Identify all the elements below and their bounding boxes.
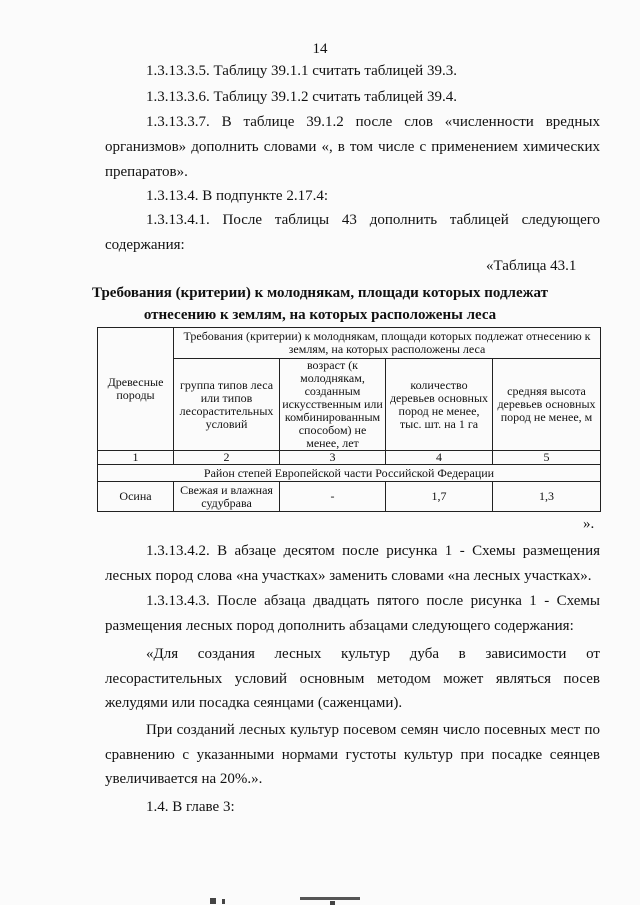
- header-forest-type: группа типов леса или типов лесорастительных условий: [174, 359, 280, 451]
- column-number: 1: [98, 451, 174, 465]
- quoted-paragraph-2-line-2: сравнению с указанными нормами густоты культур при посадке сеянцев: [105, 747, 600, 763]
- column-number: 2: [174, 451, 280, 465]
- paragraph-1-3-13-3-7-line-3: препаратов».: [105, 164, 188, 180]
- column-number: 5: [493, 451, 601, 465]
- quoted-paragraph-2-line-3: увеличивается на 20%.».: [105, 771, 263, 787]
- paragraph-1-3-13-4-1-line-1: 1.3.13.4.1. После таблицы 43 дополнить таблицей следующего: [146, 212, 600, 228]
- paragraph-1-3-13-4-3-line-1: 1.3.13.4.3. После абзаца двадцать пятого после рисунка 1 - Схемы: [146, 593, 600, 609]
- paragraph-1-3-13-3-7-line-1: 1.3.13.3.7. В таблице 39.1.2 после слов «численности вредных: [146, 114, 600, 130]
- header-requirements-group: Требования (критерии) к молоднякам, площади которых подлежат отнесению к землям, на которых расположены леса: [174, 328, 601, 359]
- quoted-paragraph-2-line-1: При созданий лесных культур посевом семян число посевных мест по: [146, 722, 600, 738]
- region-row: Район степей Европейской части Российской Федерации: [98, 465, 601, 482]
- header-age: возраст (к молоднякам, созданным искусственным или комбинированным способом) не менее, лет: [280, 359, 386, 451]
- cell-tree-count: 1,7: [386, 482, 493, 512]
- paragraph-1-3-13-4-2-line-1: 1.3.13.4.2. В абзаце десятом после рисунка 1 - Схемы размещения: [146, 543, 600, 559]
- table-row: [98, 482, 601, 512]
- table-label: «Таблица 43.1: [486, 258, 577, 274]
- column-number: 4: [386, 451, 493, 465]
- column-number: 3: [280, 451, 386, 465]
- table-title-line-1: Требования (критерии) к молоднякам, площади которых подлежат: [92, 285, 548, 301]
- bottom-stamp-fragment: [0, 897, 640, 905]
- paragraph-1-3-13-4-3-line-2: размещения лесных пород дополнить абзацами следующего содержания:: [105, 618, 574, 634]
- cell-average-height: 1,3: [493, 482, 601, 512]
- quoted-paragraph-line-1: «Для создания лесных культур дуба в зависимости от: [146, 646, 600, 662]
- quoted-paragraph-line-3: желудями или посадка сеянцами (саженцами).: [105, 695, 403, 711]
- paragraph-1-3-13-4-2-line-2: лесных пород слова «на участках» заменить словами «на лесных участках».: [105, 568, 592, 584]
- paragraph-1-4: 1.4. В главе 3:: [146, 799, 235, 815]
- closing-quote: ».: [583, 516, 595, 532]
- header-tree-count: количество деревьев основных пород не менее, тыс. шт. на 1 га: [386, 359, 493, 451]
- paragraph-1-3-13-3-7-line-2: организмов» дополнить словами «, в том числе с применением химических: [105, 139, 600, 155]
- paragraph-1-3-13-3-5: 1.3.13.3.5. Таблицу 39.1.1 считать таблицей 39.3.: [146, 63, 457, 79]
- cell-species: Осина: [98, 482, 174, 512]
- header-species: Древесные породы: [98, 328, 174, 451]
- paragraph-1-3-13-4: 1.3.13.4. В подпункте 2.17.4:: [146, 188, 329, 204]
- page-number: 14: [312, 41, 328, 57]
- paragraph-1-3-13-3-6: 1.3.13.3.6. Таблицу 39.1.2 считать таблицей 39.4.: [146, 89, 457, 105]
- header-average-height: средняя высота деревьев основных пород не менее, м: [493, 359, 601, 451]
- requirements-table: [97, 327, 601, 512]
- cell-age: -: [280, 482, 386, 512]
- cell-forest-type: Свежая и влажная судубрава: [174, 482, 280, 512]
- quoted-paragraph-line-2: лесорастительных условий основным методом может являться посев: [105, 671, 600, 687]
- paragraph-1-3-13-4-1-line-2: содержания:: [105, 237, 185, 253]
- table-title-line-2: отнесению к землям, на которых расположены леса: [143, 307, 497, 323]
